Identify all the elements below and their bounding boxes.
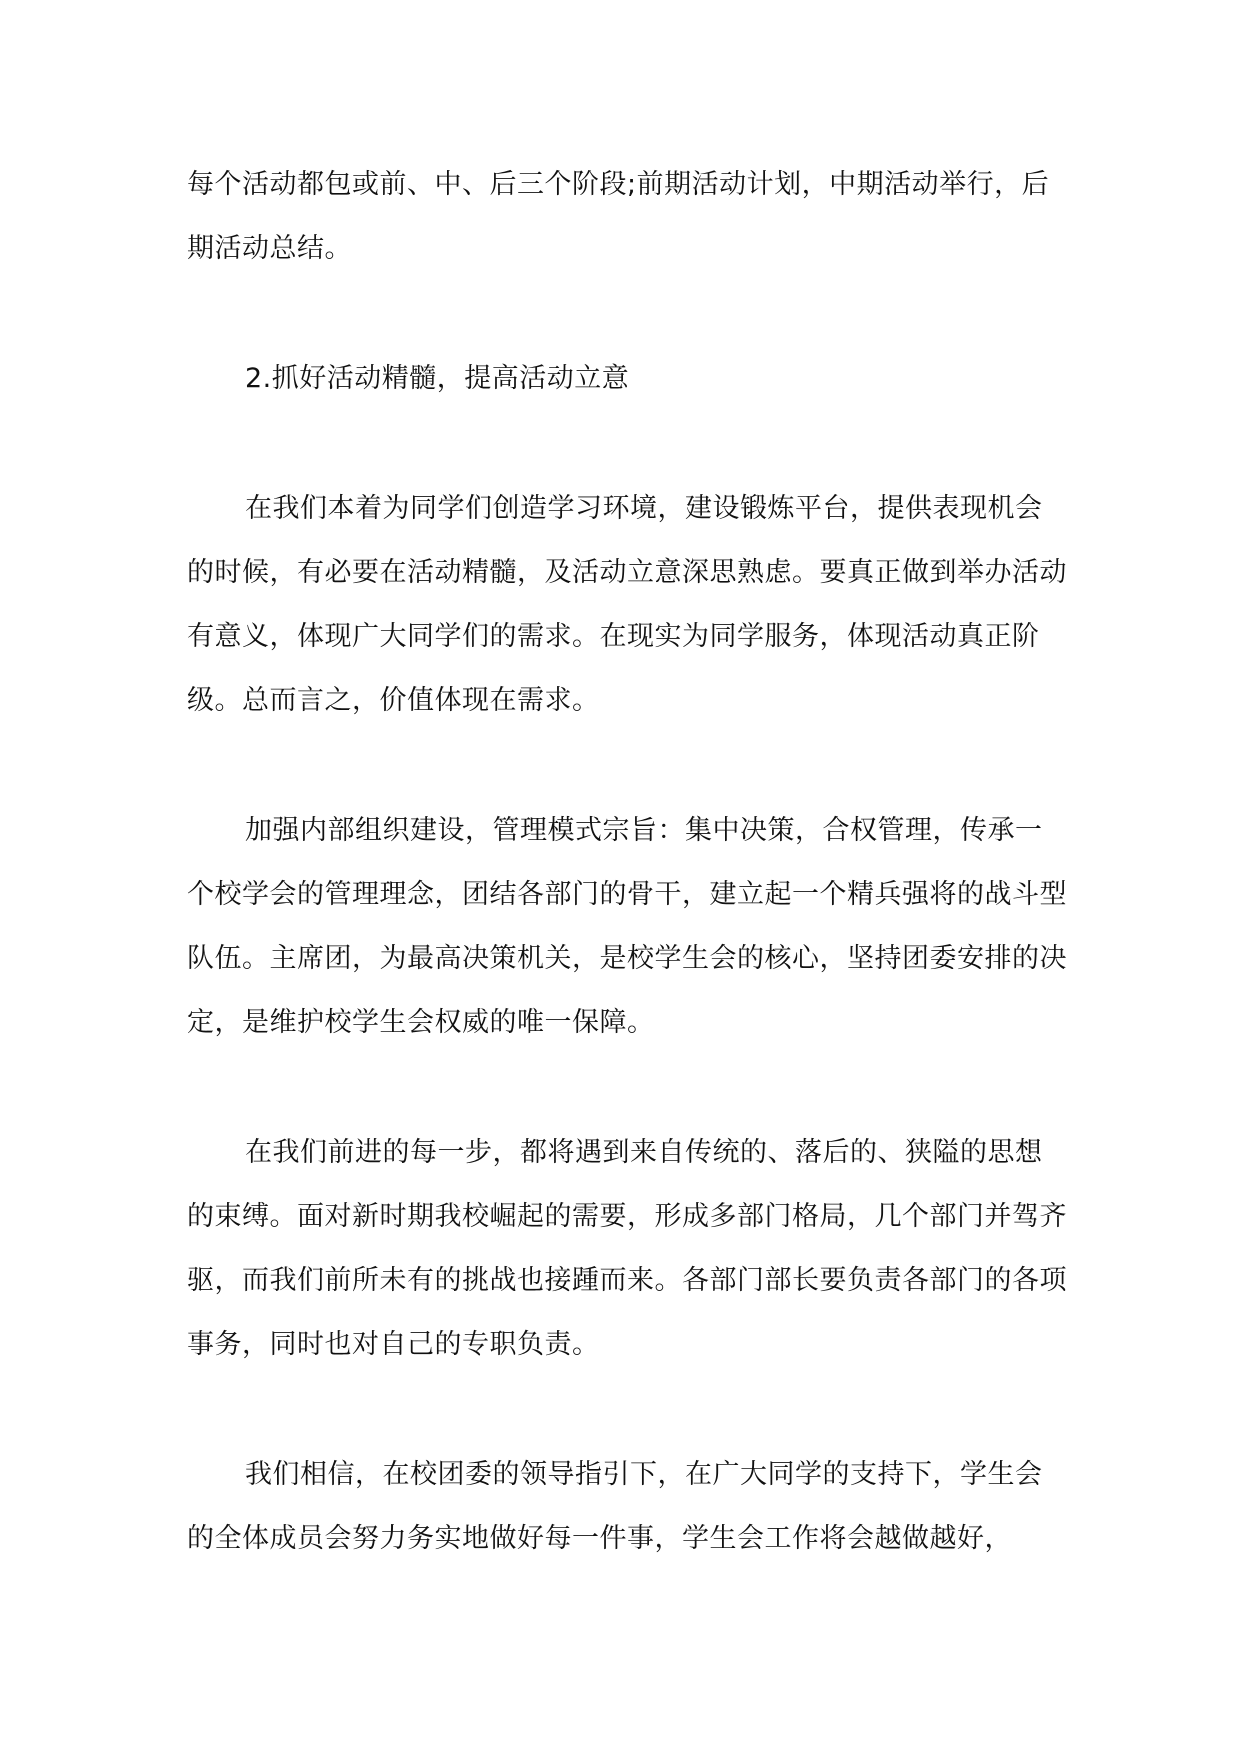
- section-heading-activity-essence: 2.抓好活动精髓，提高活动立意: [245, 363, 630, 394]
- paragraph-activity-purpose: 在我们本着为同学们创造学习环境，建设锻炼平台，提供表现机会的时候，有必要在活动精髓，及活动立意深思熟虑。要真正做到举办活动有意义，体现广大同学们的需求。在现实为同学服务，体现活动真正阶级。总而言之，价值体现在需求。: [187, 493, 1067, 716]
- paragraph-stage-summary: 每个活动都包或前、中、后三个阶段;前期活动计划，中期活动举行，后期活动总结。: [187, 169, 1050, 264]
- paragraph-confidence: 我们相信，在校团委的领导指引下，在广大同学的支持下，学生会的全体成员会努力务实地做好每一件事，学生会工作将会越做越好，: [187, 1459, 1043, 1554]
- document-body: [187, 153, 1067, 1571]
- paragraph-gap: [187, 733, 1067, 799]
- paragraph-gap: [187, 1377, 1067, 1443]
- paragraph-gap: [187, 281, 1067, 347]
- paragraph-gap: [187, 1055, 1067, 1121]
- paragraph-internal-organization: 加强内部组织建设，管理模式宗旨：集中决策，合权管理，传承一个校学会的管理理念，团结各部门的骨干，建立起一个精兵强将的战斗型队伍。主席团，为最高决策机关，是校学生会的核心，坚持团委安排的决定，是维护校学生会权威的唯一保障。: [187, 815, 1067, 1038]
- paragraph-challenges: 在我们前进的每一步，都将遇到来自传统的、落后的、狭隘的思想的束缚。面对新时期我校崛起的需要，形成多部门格局，几个部门并驾齐驱，而我们前所未有的挑战也接踵而来。各部门部长要负责各部门的各项事务，同时也对自己的专职负责。: [187, 1137, 1067, 1360]
- paragraph-gap: [187, 411, 1067, 477]
